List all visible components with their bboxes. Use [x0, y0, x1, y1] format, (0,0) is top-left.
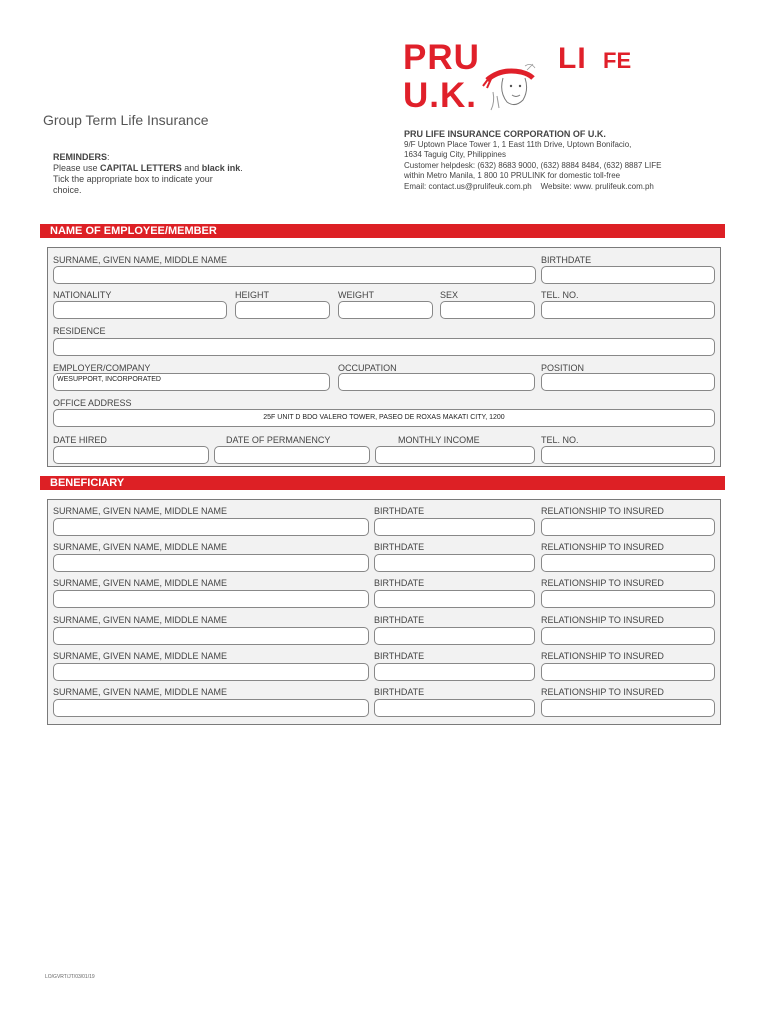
beneficiary-relationship-field[interactable]: [541, 518, 715, 536]
beneficiary-row: [48, 645, 720, 681]
employee-panel: [47, 247, 721, 467]
label-nationality: NATIONALITY: [53, 290, 112, 300]
occupation-field[interactable]: [338, 373, 535, 391]
nationality-field[interactable]: [53, 301, 227, 319]
weight-field[interactable]: [338, 301, 433, 319]
employee-birthdate-field[interactable]: [541, 266, 715, 284]
beneficiary-birthdate-label: BIRTHDATE: [374, 542, 425, 552]
brand-logo: [403, 38, 643, 115]
beneficiary-birthdate-field[interactable]: [374, 554, 535, 572]
label-employee-name: SURNAME, GIVEN NAME, MIDDLE NAME: [53, 255, 228, 265]
label-tel-2: TEL. NO.: [541, 435, 579, 445]
corporation-website: Website: www. prulifeuk.com.ph: [540, 181, 654, 191]
tel-field[interactable]: [541, 301, 715, 319]
logo-text-li: LI: [558, 42, 587, 75]
corporation-address-1: 9/F Uptown Place Tower 1, 1 East 11th Drive, Uptown Bonifacio,: [404, 139, 632, 149]
label-sex: SEX: [440, 290, 459, 300]
beneficiary-name-label: SURNAME, GIVEN NAME, MIDDLE NAME: [53, 687, 228, 697]
beneficiary-row: [48, 609, 720, 645]
label-employee-birthdate: BIRTHDATE: [541, 255, 592, 265]
label-date-hired: DATE HIRED: [53, 435, 107, 445]
employer-field[interactable]: WESUPPORT, INCORPORATED: [53, 373, 330, 391]
height-field[interactable]: [235, 301, 330, 319]
beneficiary-row: [48, 681, 720, 717]
beneficiary-section-header: BENEFICIARY: [40, 476, 725, 490]
beneficiary-name-field[interactable]: [53, 627, 369, 645]
beneficiary-relationship-label: RELATIONSHIP TO INSURED: [541, 651, 664, 661]
office-address-field[interactable]: 25F UNIT D BDO VALERO TOWER, PASEO DE ROXAS MAKATI CITY, 1200: [53, 409, 715, 427]
beneficiary-name-field[interactable]: [53, 590, 369, 608]
reminders-block: REMINDERS: Please use CAPITAL LETTERS and black ink. Tick the appropriate box to indicate your choice.: [53, 152, 253, 196]
corporation-contact: [404, 182, 734, 193]
date-permanency-field[interactable]: [214, 446, 370, 464]
beneficiary-birthdate-label: BIRTHDATE: [374, 506, 425, 516]
beneficiary-row: [48, 536, 720, 572]
beneficiary-row: [48, 572, 720, 608]
date-hired-field[interactable]: [53, 446, 209, 464]
form-code: LO/GVRT/JT/03/01/19: [45, 974, 95, 980]
label-weight: WEIGHT: [338, 290, 374, 300]
label-monthly-income: MONTHLY INCOME: [398, 435, 480, 445]
beneficiary-name-field[interactable]: [53, 554, 369, 572]
logo-text-pru: PRU: [403, 38, 480, 77]
tel-2-field[interactable]: [541, 446, 715, 464]
reminders-line2: Tick the appropriate box to indicate your: [53, 174, 213, 184]
beneficiary-birthdate-label: BIRTHDATE: [374, 651, 425, 661]
monthly-income-field[interactable]: [375, 446, 535, 464]
beneficiary-name-label: SURNAME, GIVEN NAME, MIDDLE NAME: [53, 506, 228, 516]
corporation-helpdesk-2: within Metro Manila, 1 800 10 PRULINK for domestic toll-free: [404, 171, 621, 180]
label-height: HEIGHT: [235, 290, 270, 300]
beneficiary-name-field[interactable]: [53, 518, 369, 536]
label-residence: RESIDENCE: [53, 326, 106, 336]
corporation-email: Email: contact.us@prulifeuk.com.ph: [404, 181, 532, 191]
beneficiary-birthdate-field[interactable]: [374, 518, 535, 536]
label-position: POSITION: [541, 363, 585, 373]
beneficiary-name-field[interactable]: [53, 699, 369, 717]
beneficiary-relationship-field[interactable]: [541, 699, 715, 717]
label-office-address: OFFICE ADDRESS: [53, 398, 132, 408]
beneficiary-relationship-field[interactable]: [541, 590, 715, 608]
beneficiary-name-label: SURNAME, GIVEN NAME, MIDDLE NAME: [53, 651, 228, 661]
beneficiary-birthdate-label: BIRTHDATE: [374, 687, 425, 697]
position-field[interactable]: [541, 373, 715, 391]
beneficiary-panel: [47, 499, 721, 725]
form-title: Group Term Life Insurance: [43, 112, 209, 128]
label-date-permanency: DATE OF PERMANENCY: [226, 435, 331, 445]
reminders-heading: REMINDERS: [53, 152, 108, 162]
beneficiary-name-label: SURNAME, GIVEN NAME, MIDDLE NAME: [53, 615, 228, 625]
beneficiary-birthdate-field[interactable]: [374, 590, 535, 608]
beneficiary-relationship-label: RELATIONSHIP TO INSURED: [541, 506, 664, 516]
logo-text-uk: U.K.: [403, 76, 477, 115]
corporation-address-2: 1634 Taguig City, Philippines: [404, 150, 506, 159]
beneficiary-relationship-label: RELATIONSHIP TO INSURED: [541, 687, 664, 697]
lion-mascot-icon: [481, 58, 537, 114]
label-tel: TEL. NO.: [541, 290, 579, 300]
beneficiary-row: [48, 500, 720, 536]
label-employer: EMPLOYER/COMPANY: [53, 363, 151, 373]
reminders-line3: choice.: [53, 185, 82, 195]
reminders-line1: Please use CAPITAL LETTERS and black ink.: [53, 163, 243, 173]
beneficiary-relationship-field[interactable]: [541, 554, 715, 572]
beneficiary-name-field[interactable]: [53, 663, 369, 681]
beneficiary-relationship-field[interactable]: [541, 627, 715, 645]
employee-name-field[interactable]: [53, 266, 536, 284]
beneficiary-relationship-label: RELATIONSHIP TO INSURED: [541, 542, 664, 552]
label-occupation: OCCUPATION: [338, 363, 397, 373]
beneficiary-relationship-label: RELATIONSHIP TO INSURED: [541, 615, 664, 625]
sex-field[interactable]: [440, 301, 535, 319]
beneficiary-relationship-field[interactable]: [541, 663, 715, 681]
employee-section-header: NAME OF EMPLOYEE/MEMBER: [40, 224, 725, 238]
beneficiary-birthdate-field[interactable]: [374, 627, 535, 645]
beneficiary-relationship-label: RELATIONSHIP TO INSURED: [541, 578, 664, 588]
beneficiary-birthdate-label: BIRTHDATE: [374, 578, 425, 588]
corporation-name: PRU LIFE INSURANCE CORPORATION OF U.K.: [404, 129, 606, 139]
beneficiary-birthdate-label: BIRTHDATE: [374, 615, 425, 625]
beneficiary-name-label: SURNAME, GIVEN NAME, MIDDLE NAME: [53, 542, 228, 552]
beneficiary-birthdate-field[interactable]: [374, 699, 535, 717]
residence-field[interactable]: [53, 338, 715, 356]
beneficiary-birthdate-field[interactable]: [374, 663, 535, 681]
beneficiary-name-label: SURNAME, GIVEN NAME, MIDDLE NAME: [53, 578, 228, 588]
corporation-helpdesk-1: Customer helpdesk: (632) 8683 9000, (632) 8884 8484, (632) 8887 LIFE: [404, 160, 662, 170]
logo-text-fe: FE: [603, 48, 632, 73]
corporation-info: [404, 129, 734, 192]
